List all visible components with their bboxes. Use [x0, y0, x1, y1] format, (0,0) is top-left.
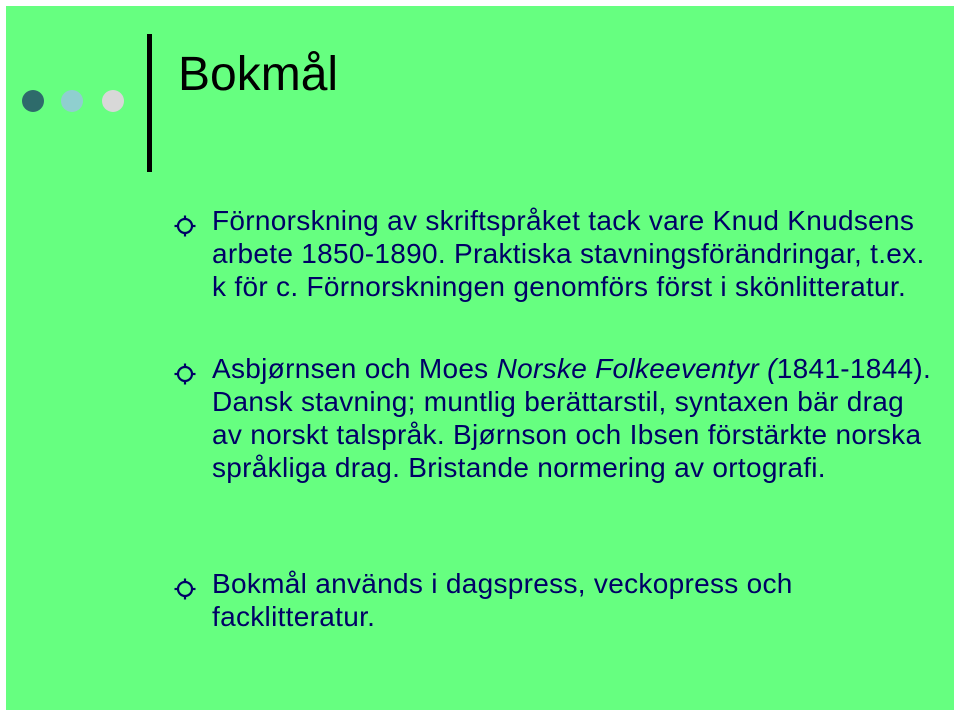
- bullet-text: Bokmål används i dagspress, veckopress och facklitteratur.: [212, 568, 793, 632]
- title-divider: [147, 34, 152, 172]
- bullet-icon: [174, 363, 196, 385]
- dot-grey-icon: [102, 90, 124, 112]
- bullet-text: Förnorskning av skriftspråket tack vare Knud Knudsens arbete 1850-1890. Praktiska stavningsförändringar, t.ex. k för c. Förnorskningen genomförs först i skönlitteratur.: [212, 205, 925, 302]
- bullet-text: [212, 352, 942, 484]
- bullet-icon: [174, 578, 196, 600]
- book-title: Norske Folkeeventyr (: [496, 353, 777, 384]
- dot-light-icon: [61, 90, 83, 112]
- bullet-icon: [174, 215, 196, 237]
- dot-dark-icon: [22, 90, 44, 112]
- slide-title: Bokmål: [178, 48, 339, 101]
- bullet-text-rest: 1841-1844). Dansk stavning; muntlig berättarstil, syntaxen bär drag av norskt talspråk. Bjørnson och Ibsen förstärkte norska språkliga drag. Bristande normering av ortografi.: [212, 353, 932, 483]
- slide: [6, 6, 954, 710]
- bullet-text-lead: Asbjørnsen och Moes: [212, 353, 497, 384]
